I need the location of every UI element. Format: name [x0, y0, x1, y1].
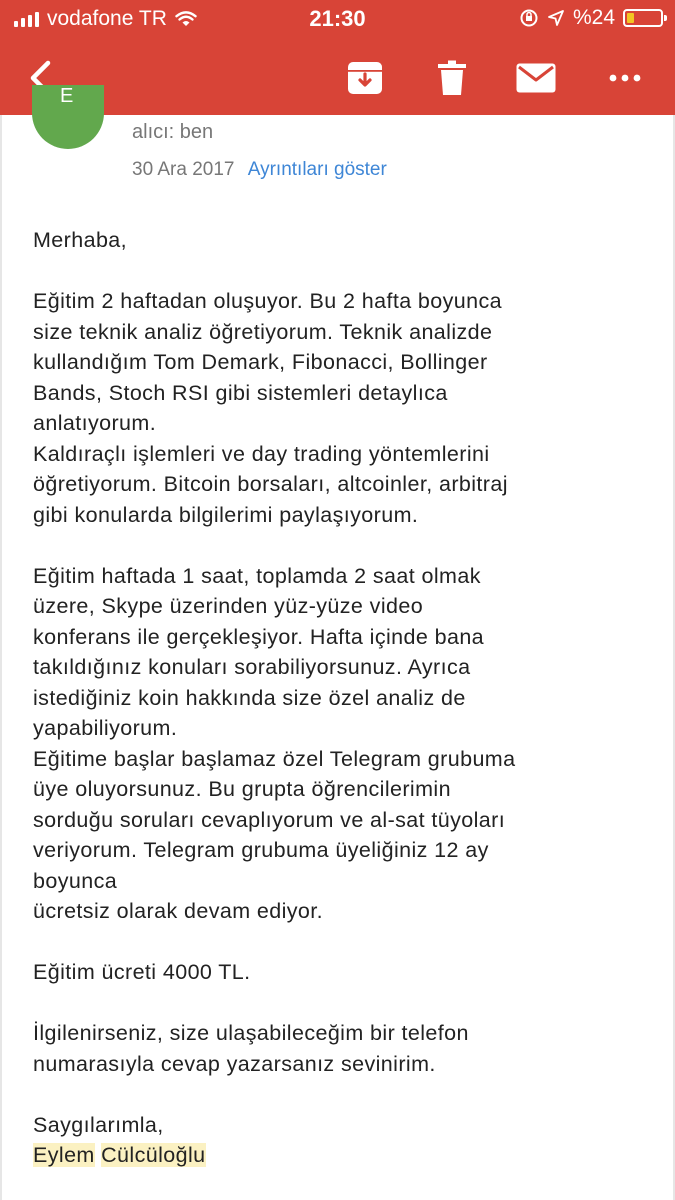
- body-line: numarasıyla cevap yazarsanız sevinirim.: [33, 1051, 436, 1076]
- body-line: anlatıyorum.: [33, 411, 157, 435]
- trash-icon: [437, 60, 467, 96]
- body-line: ücretsiz olarak devam ediyor.: [33, 899, 324, 923]
- battery-percent: %24: [572, 6, 615, 29]
- body-line: yapabiliyorum.: [33, 716, 178, 740]
- show-details-link[interactable]: Ayrıntıları göster: [247, 159, 387, 180]
- avatar-letter: E: [60, 85, 74, 107]
- body-line: takıldığınız konuları sorabiliyorsunuz. Ayrıca: [33, 655, 471, 679]
- battery-icon: [623, 9, 663, 27]
- status-time: 21:30: [309, 6, 366, 31]
- price-line: Eğitim ücreti 4000 TL.: [33, 960, 251, 984]
- email-body: [33, 225, 653, 1171]
- body-line: Kaldıraçlı işlemleri ve day trading yöntemlerini: [33, 441, 490, 466]
- archive-button[interactable]: [343, 56, 387, 100]
- body-line: öğretiyorum. Bitcoin borsaları, altcoinler, arbitraj: [33, 472, 508, 496]
- body-line: size teknik analiz öğretiyorum. Teknik analizde: [33, 319, 493, 344]
- body-line: istediğiniz koin hakkında size özel analiz de: [33, 685, 466, 710]
- body-line: konferans ile gerçekleşiyor. Hafta içinde bana: [33, 624, 485, 649]
- orientation-lock-icon: [519, 8, 539, 28]
- greeting: Merhaba,: [33, 228, 128, 252]
- body-line: üzere, Skype üzerinden yüz-yüze video: [33, 594, 424, 618]
- archive-icon: [347, 61, 383, 95]
- status-right: [519, 6, 663, 30]
- body-line: boyunca: [33, 868, 118, 893]
- sender-avatar[interactable]: [32, 85, 104, 149]
- location-icon: [547, 9, 565, 27]
- signature-first-name[interactable]: Eylem: [33, 1143, 95, 1167]
- recipient-line: alıcı: ben: [132, 121, 214, 143]
- mark-unread-button[interactable]: [514, 56, 558, 100]
- body-line: kullandığım Tom Demark, Fibonacci, Bollinger: [33, 350, 488, 374]
- body-line: İlgilenirseniz, size ulaşabileceğim bir telefon: [33, 1021, 469, 1045]
- body-line: üye oluyorsunuz. Bu grupta öğrencilerimin: [33, 777, 451, 801]
- signature-last-name[interactable]: Cülcüloğlu: [101, 1143, 206, 1167]
- body-line: veriyorum. Telegram grubuma üyeliğiniz 12 ay: [33, 838, 489, 862]
- signature: [33, 1140, 653, 1171]
- body-line: Eğitime başlar başlamaz özel Telegram grubuma: [33, 746, 516, 771]
- more-dots-icon: [609, 74, 641, 82]
- body-line: gibi konularda bilgilerimi paylaşıyorum.: [33, 502, 419, 527]
- more-button[interactable]: [603, 56, 647, 100]
- body-line: Bands, Stoch RSI gibi sistemleri detaylıca: [33, 380, 448, 405]
- carrier-name: vodafone TR: [47, 7, 167, 30]
- closing: Saygılarımla,: [33, 1112, 164, 1137]
- status-bar: [0, 0, 675, 38]
- body-line: Eğitim 2 haftadan oluşuyor. Bu 2 hafta boyunca: [33, 289, 503, 313]
- date-line: [132, 159, 387, 181]
- body-line: Eğitim haftada 1 saat, toplamda 2 saat olmak: [33, 563, 481, 588]
- email-date: 30 Ara 2017: [132, 159, 235, 180]
- email-view: [0, 85, 675, 1200]
- body-line: sorduğu soruları cevaplıyorum ve al-sat tüyoları: [33, 807, 506, 832]
- delete-button[interactable]: [430, 56, 474, 100]
- mail-icon: [516, 63, 556, 93]
